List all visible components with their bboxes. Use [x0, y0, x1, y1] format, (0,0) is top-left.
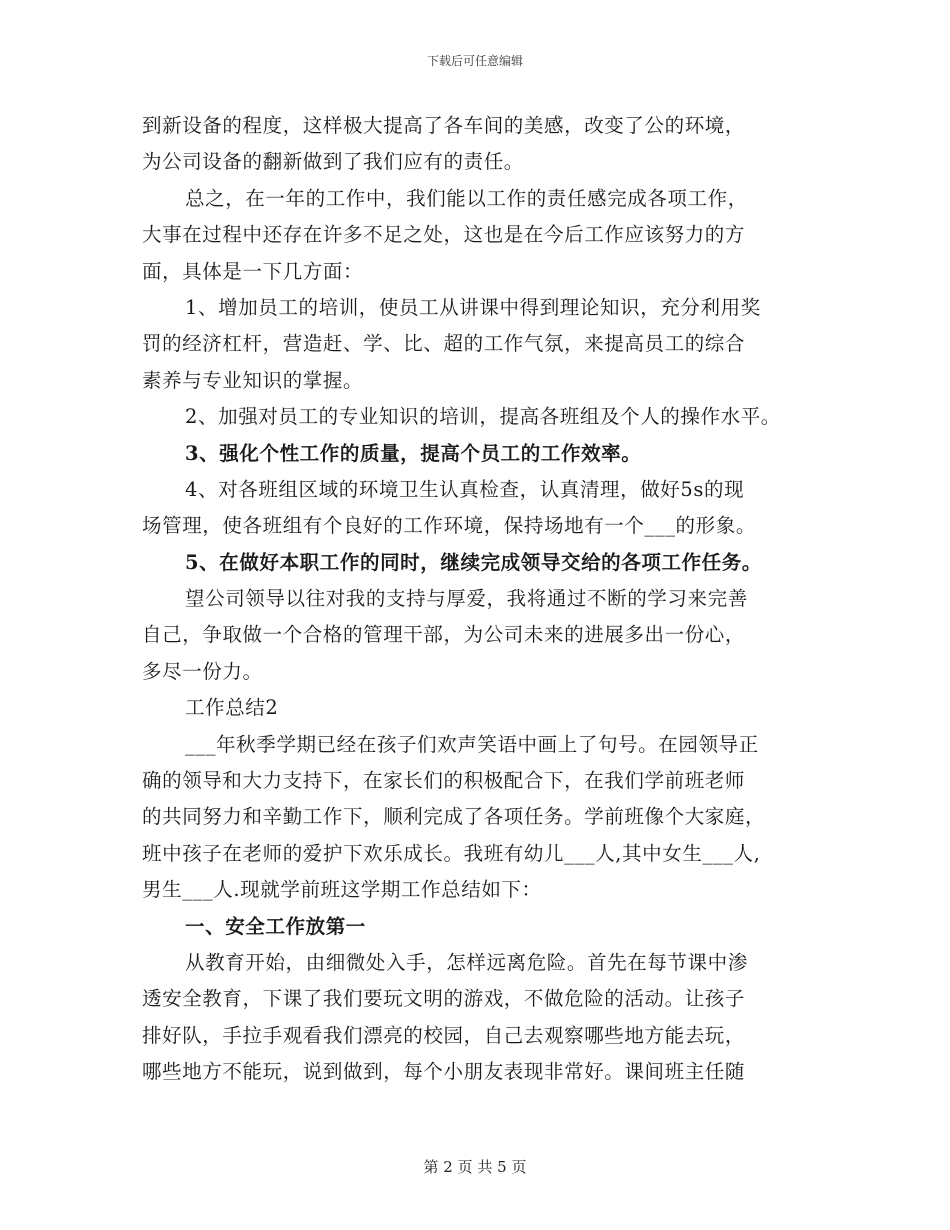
- text-line: 确的领导和大力支持下，在家长们的积极配合下，在我们学前班老师: [142, 769, 746, 793]
- text-line: 1、增加员工的培训，使员工从讲课中得到理论知识，充分利用奖: [185, 295, 761, 319]
- text-line: ___年秋季学期已经在孩子们欢声笑语中画上了句号。在园领导正: [185, 732, 759, 756]
- heading-line: 一、安全工作放第一: [185, 914, 366, 938]
- text-line: 望公司领导以往对我的支持与厚爱，我将通过不断的学习来完善: [185, 587, 748, 611]
- text-line: 从教育开始，由细微处入手，怎样远离危险。首先在每节课中渗: [185, 950, 748, 974]
- text-line: 多尽一份力。: [142, 659, 263, 683]
- text-line: 罚的经济杠杆，营造赶、学、比、超的工作气氛，来提高员工的综合: [142, 332, 746, 356]
- text-line: 素养与专业知识的掌握。: [142, 368, 364, 392]
- document-body: [142, 108, 822, 1091]
- page-header: 下载后可任意编辑: [426, 54, 523, 68]
- heading-line: 3、强化个性工作的质量，提高个员工的工作效率。: [185, 441, 642, 465]
- text-line: 大事在过程中还存在许多不足之处，这也是在今后工作应该努力的方: [142, 223, 746, 247]
- text-line: 4、对各班组区域的环境卫生认真检查，认真清理，做好5s的现: [185, 477, 745, 501]
- text-line: 总之，在一年的工作中，我们能以工作的责任感完成各项工作，: [185, 186, 748, 210]
- page-footer: 第 2 页 共 5 页: [423, 1158, 527, 1176]
- text-line: 男生___人.现就学前班这学期工作总结如下：: [142, 878, 542, 902]
- text-line: 面，具体是一下几方面：: [142, 259, 364, 283]
- text-line: 场管理，使各班组有个良好的工作环境，保持场地有一个___的形象。: [142, 514, 756, 538]
- text-line: 到新设备的程度，这样极大提高了各车间的美感，改变了公的环境，: [142, 114, 746, 137]
- text-line: 班中孩子在老师的爱护下欢乐成长。我班有幼儿___人,其中女生___人,: [142, 841, 761, 865]
- text-line: 透安全教育，下课了我们要玩文明的游戏，不做危险的活动。让孩子: [142, 987, 746, 1011]
- heading-line: 5、在做好本职工作的同时，继续完成领导交给的各项工作任务。: [185, 550, 762, 574]
- text-line: 排好队，手拉手观看我们漂亮的校园，自己去观察哪些地方能去玩，: [142, 1023, 746, 1047]
- text-line: 的共同努力和辛勤工作下，顺利完成了各项任务。学前班像个大家庭，: [142, 805, 766, 829]
- text-line: 为公司设备的翻新做到了我们应有的责任。: [142, 150, 524, 174]
- text-line: 自己，争取做一个合格的管理干部，为公司未来的进展多出一份心，: [142, 623, 746, 647]
- text-line: 工作总结2: [185, 696, 279, 720]
- text-line: 2、加强对员工的专业知识的培训，提高各班组及个人的操作水平。: [185, 405, 781, 429]
- text-line: 哪些地方不能玩，说到做到，每个小朋友表现非常好。课间班主任随: [142, 1060, 746, 1084]
